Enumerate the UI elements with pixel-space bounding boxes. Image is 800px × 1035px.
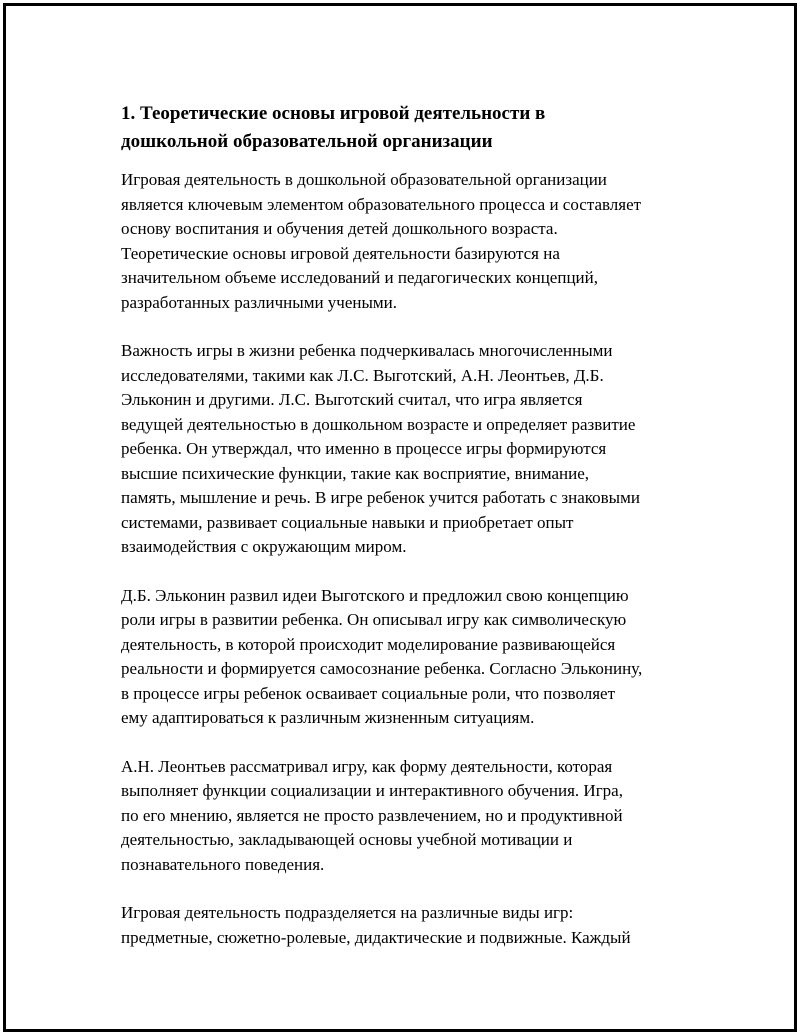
text-line: значительном объеме исследований и педагогических концепций, [121, 268, 598, 287]
heading-line: дошкольной образовательной организации [121, 131, 493, 152]
text-line: Важность игры в жизни ребенка подчеркивалась многочисленными [121, 341, 613, 360]
text-line: предметные, сюжетно-ролевые, дидактические и подвижные. Каждый [121, 927, 631, 947]
text-line: является ключевым элементом образовательного процесса и составляет [121, 194, 642, 214]
text-line: деятельность, в которой происходит моделирование развивающейся [121, 634, 616, 654]
text-line: системами, развивает социальные навыки и приобретает опыт [121, 512, 574, 532]
text-line: деятельностью, закладывающей основы учебной мотивации и [121, 830, 573, 849]
text-line: память, мышление и речь. В игре ребенок учится работать с знаковыми [121, 488, 640, 507]
text-line: реальности и формируется самосознание ребенка. Согласно Эльконину, [121, 659, 643, 678]
heading-line: 1. Теоретические основы игровой деятельности в [121, 103, 546, 124]
text-line: по его мнению, является не просто развлечением, но и продуктивной [121, 805, 623, 825]
text-line: Игровая деятельность подразделяется на различные виды игр: [121, 903, 574, 922]
text-line: роли игры в развитии ребенка. Он описывал игру как символическую [121, 610, 627, 629]
paragraph-3 [121, 584, 696, 731]
text-line: Эльконин и другими. Л.С. Выготский считал, что игра является [121, 390, 583, 409]
text-line: Игровая деятельность в дошкольной образовательной организации [121, 170, 607, 189]
text-line: разработанных различными учеными. [121, 292, 398, 312]
text-line: Теоретические основы игровой деятельности базируются на [121, 243, 560, 263]
text-line: взаимодействия с окружающим миром. [121, 537, 407, 556]
text-line: выполняет функции социализации и интерактивного обучения. Игра, [121, 781, 623, 800]
text-line: А.Н. Леонтьев рассматривал игру, как форму деятельности, которая [121, 756, 613, 776]
text-line: исследователями, такими как Л.С. Выготский, А.Н. Леонтьев, Д.Б. [121, 365, 604, 385]
paragraph-2 [121, 339, 696, 560]
paragraph-1 [121, 168, 696, 315]
paragraph-5 [121, 901, 696, 950]
text-line: ведущей деятельностью в дошкольном возрасте и определяет развитие [121, 414, 636, 434]
text-line: в процессе игры ребенок осваивает социальные роли, что позволяет [121, 683, 616, 703]
section-heading [121, 100, 696, 156]
text-line: основу воспитания и обучения детей дошкольного возраста. [121, 219, 558, 238]
text-line: ему адаптироваться к различным жизненным ситуациям. [121, 708, 535, 727]
text-line: Д.Б. Эльконин развил идеи Выготского и предложил свою концепцию [121, 585, 629, 605]
page-frame [3, 3, 797, 1032]
document-body [121, 100, 696, 974]
text-line: познавательного поведения. [121, 854, 325, 874]
text-line: ребенка. Он утверждал, что именно в процессе игры формируются [121, 439, 607, 458]
paragraph-4 [121, 755, 696, 878]
text-line: высшие психические функции, такие как восприятие, внимание, [121, 463, 590, 483]
